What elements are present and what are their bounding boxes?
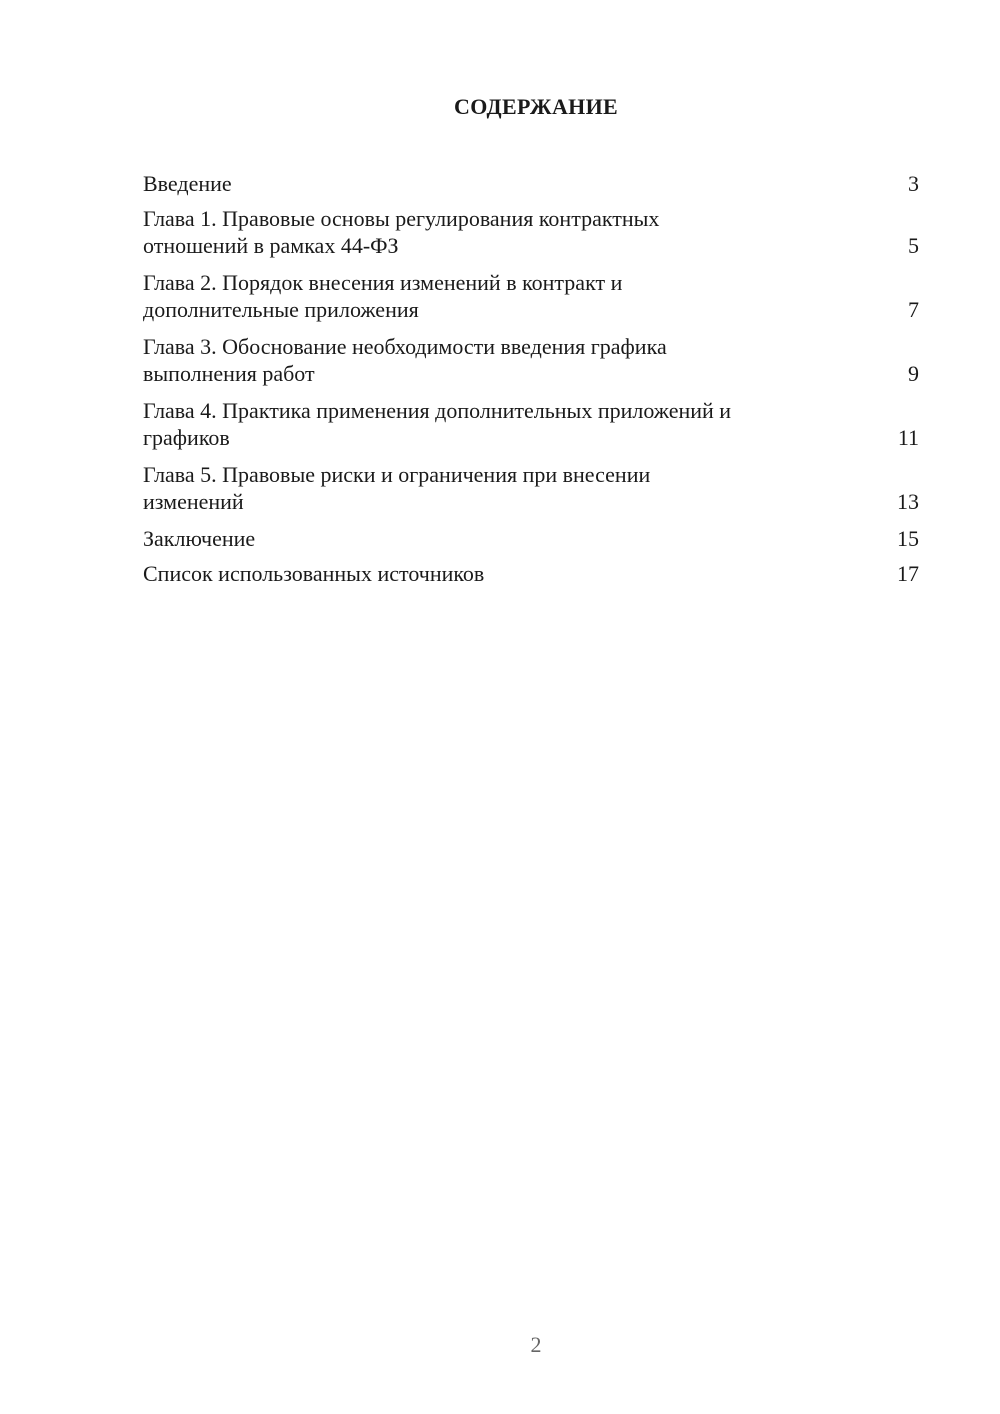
toc-entry-title bbox=[143, 333, 667, 387]
toc-entry-line: Глава 1. Правовые основы регулирования контрактных bbox=[143, 206, 660, 231]
page-number: 2 bbox=[530, 1332, 542, 1357]
toc-entry-page: 17 bbox=[897, 561, 919, 586]
toc-entry-title bbox=[143, 525, 255, 552]
toc-entry-page: 7 bbox=[908, 297, 919, 322]
toc-entry-title bbox=[143, 560, 484, 587]
toc-entry-line: Глава 5. Правовые риски и ограничения при внесении bbox=[143, 462, 651, 487]
toc-entry-line: Заключение bbox=[143, 526, 256, 551]
toc-entry-line: Глава 2. Порядок внесения изменений в контракт и bbox=[143, 270, 623, 295]
toc-entry-chapter-4[interactable] bbox=[143, 397, 919, 451]
toc-entry-conclusion[interactable] bbox=[143, 525, 919, 552]
toc-entry-title bbox=[143, 461, 650, 515]
toc-entry-page: 5 bbox=[908, 233, 919, 258]
toc-entry-chapter-5[interactable] bbox=[143, 461, 919, 515]
toc-entry-chapter-1[interactable] bbox=[143, 205, 919, 259]
toc-entry-line: графиков bbox=[143, 425, 230, 450]
toc-entry-line: выполнения работ bbox=[143, 361, 315, 386]
toc-entry-line: Глава 3. Обоснование необходимости введения графика bbox=[143, 334, 667, 359]
toc-entry-title bbox=[143, 205, 659, 259]
toc-entry-introduction[interactable] bbox=[143, 170, 919, 197]
page-title: СОДЕРЖАНИЕ bbox=[454, 94, 618, 119]
toc-entry-line: Глава 4. Практика применения дополнительных приложений и bbox=[143, 398, 732, 423]
toc-entry-line: изменений bbox=[143, 489, 244, 514]
toc-entry-line: Список использованных источников bbox=[143, 561, 485, 586]
toc-entry-page: 11 bbox=[897, 425, 919, 450]
toc-entry-page: 15 bbox=[897, 526, 919, 551]
toc-entry-references[interactable] bbox=[143, 560, 919, 587]
toc-entry-line: дополнительные приложения bbox=[143, 297, 419, 322]
toc-entry-page: 3 bbox=[908, 171, 919, 196]
table-of-contents bbox=[143, 170, 919, 595]
toc-entry-title bbox=[143, 170, 232, 197]
toc-entry-chapter-3[interactable] bbox=[143, 333, 919, 387]
toc-entry-chapter-2[interactable] bbox=[143, 269, 919, 323]
toc-entry-page: 9 bbox=[908, 361, 919, 386]
toc-entry-title bbox=[143, 269, 622, 323]
toc-entry-page: 13 bbox=[897, 489, 919, 514]
toc-entry-title bbox=[143, 397, 731, 451]
toc-entry-line: Введение bbox=[143, 171, 232, 196]
toc-entry-line: отношений в рамках 44-ФЗ bbox=[143, 233, 399, 258]
